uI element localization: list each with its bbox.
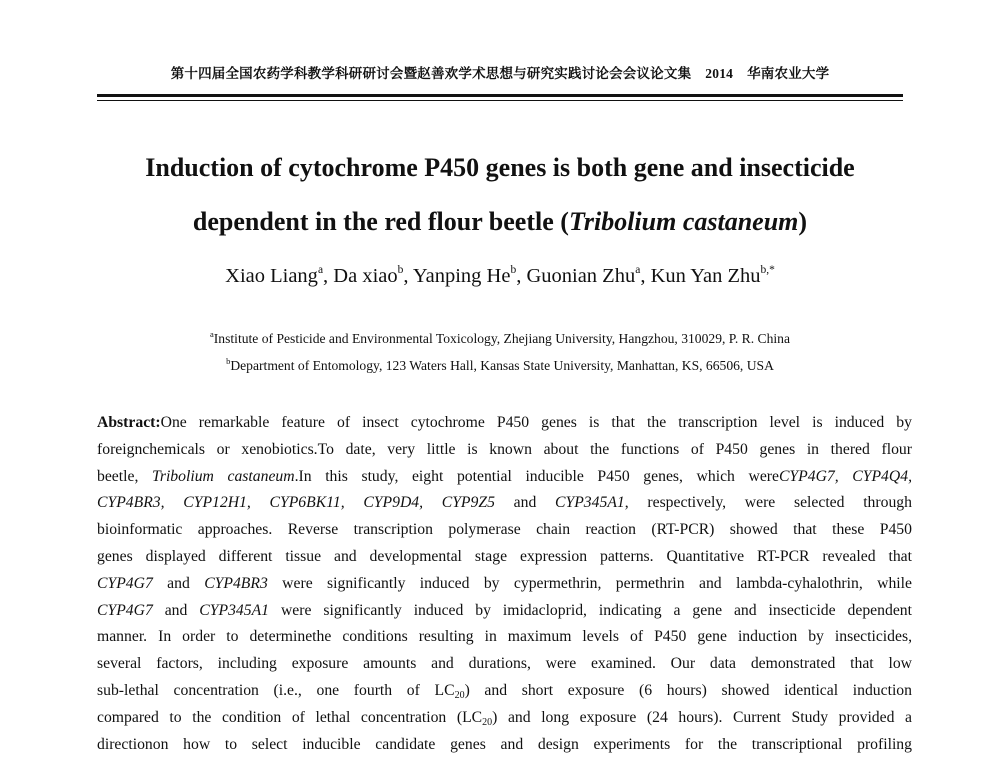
- title-line2-prefix: dependent in the red flour beetle (: [192, 207, 569, 236]
- abstract-line: [97, 651, 912, 678]
- abstract-line: [97, 410, 912, 437]
- abstract-text: and: [494, 494, 556, 512]
- header-rule-thick: [97, 94, 903, 97]
- gene-names: CYP4BR3, CYP12H1, CYP6BK11, CYP9D4, CYP9Z5: [97, 494, 495, 512]
- abstract-text: One remarkable feature of insect cytochrome P450 genes is that the transcription level is induced by: [160, 414, 912, 431]
- author-affiliation-mark: b: [510, 264, 517, 276]
- proceedings-title: 第十四届全国农药学科教学科研研讨会暨赵善欢学术思想与研究实践讨论会会议论文集: [170, 66, 692, 81]
- abstract-text: directionon how to select inducible candidate genes and design experiments for the transcriptional profiling: [97, 735, 912, 753]
- abstract-text: .In this study, eight potential inducible P450 genes, which were: [294, 467, 779, 485]
- host-institution: 华南农业大学: [747, 66, 830, 81]
- abstract-line: [97, 544, 912, 571]
- abstract-text: sub-lethal concentration (i.e., one fourth of LC: [97, 681, 455, 699]
- affiliation-b: [0, 358, 1000, 374]
- abstract-line: [97, 705, 912, 732]
- proceedings-year: 2014: [705, 66, 734, 81]
- abstract-line: [97, 732, 912, 758]
- header-rule-thin: [97, 100, 903, 101]
- subscript: 20: [482, 716, 493, 728]
- abstract-text: bioinformatic approaches. Reverse transcription polymerase chain reaction (RT-PCR) showed that these P450: [97, 521, 912, 539]
- abstract-line: [97, 571, 912, 598]
- abstract-line: [97, 678, 912, 705]
- abstract-line: [97, 624, 912, 651]
- abstract-text: and: [152, 601, 200, 619]
- abstract-text: foreignchemicals or xenobiotics.To date, very little is known about the functions of P450 genes in thered flour: [97, 440, 912, 458]
- abstract-line: [97, 517, 912, 544]
- affiliation-text: Department of Entomology, 123 Waters Hall, Kansas State University, Manhattan, KS, 66506, USA: [230, 358, 774, 373]
- abstract-line: [97, 437, 912, 464]
- affiliation-mark: b: [226, 356, 231, 366]
- affiliation-text: Institute of Pesticide and Environmental Toxicology, Zhejiang University, Hangzhou, 310029, P. R. China: [213, 331, 790, 346]
- author-list: [0, 265, 1000, 288]
- paper-title-line-1: Induction of cytochrome P450 genes is both gene and insecticide: [145, 153, 855, 182]
- abstract-text: ) and short exposure (6 hours) showed identical induction: [464, 681, 912, 699]
- running-header: [0, 62, 1000, 82]
- gene-name: CYP4G7: [97, 574, 153, 592]
- abstract-text: were significantly induced by imidacloprid, indicating a gene and insecticide dependent: [269, 601, 912, 619]
- abstract-text: beetle,: [97, 467, 152, 485]
- gene-names: CYP4G7, CYP4Q4,: [778, 467, 912, 485]
- affiliation-mark: a: [210, 329, 214, 339]
- gene-name: CYP4G7: [97, 601, 153, 619]
- abstract-label: Abstract:: [97, 414, 161, 431]
- abstract-text: ) and long exposure (24 hours). Current Study provided a: [492, 708, 912, 726]
- title-line2-suffix: ): [798, 207, 808, 236]
- author-affiliation-mark: a: [635, 264, 641, 276]
- author-separator: ,: [516, 265, 527, 287]
- abstract-text: were significantly induced by cypermethrin, permethrin and lambda-cyhalothrin, while: [267, 574, 912, 592]
- abstract-text: manner. In order to determinethe conditions resulting in maximum levels of P450 gene induction by insecticides,: [97, 628, 912, 646]
- gene-name: CYP345A1: [199, 601, 270, 619]
- author-affiliation-mark: b: [397, 264, 404, 276]
- abstract: [97, 410, 912, 758]
- author-name: Yanping He: [412, 265, 511, 287]
- author-name: Kun Yan Zhu: [650, 265, 761, 287]
- affiliation-a: [0, 331, 1000, 347]
- author-name: Guonian Zhu: [526, 265, 636, 287]
- paper-title-line-2: [0, 207, 1000, 237]
- abstract-text: compared to the condition of lethal concentration (LC: [97, 708, 483, 726]
- subscript: 20: [454, 689, 465, 701]
- title-species: Tribolium castaneum: [568, 207, 799, 236]
- gene-name: CYP345A1: [555, 494, 625, 512]
- abstract-text: several factors, including exposure amounts and durations, were examined. Our data demonstrated that low: [97, 655, 912, 673]
- abstract-line: [97, 490, 912, 517]
- author-affiliation-mark: b,*: [760, 264, 775, 276]
- abstract-text: genes displayed different tissue and developmental stage expression patterns. Quantitative RT-PCR revealed that: [97, 547, 912, 565]
- author-separator: ,: [640, 265, 651, 287]
- author-separator: ,: [403, 265, 413, 287]
- author-affiliation-mark: a: [317, 264, 324, 276]
- author-name: Xiao Liang: [225, 265, 318, 287]
- abstract-text: and: [152, 574, 205, 592]
- abstract-line: [97, 598, 912, 625]
- abstract-line: [97, 464, 912, 491]
- species-name: Tribolium castaneum: [151, 467, 295, 485]
- author-separator: ,: [323, 265, 334, 287]
- gene-name: CYP4BR3: [204, 574, 268, 592]
- abstract-text: , respectively, were selected through: [624, 494, 912, 512]
- author-name: Da xiao: [333, 265, 398, 287]
